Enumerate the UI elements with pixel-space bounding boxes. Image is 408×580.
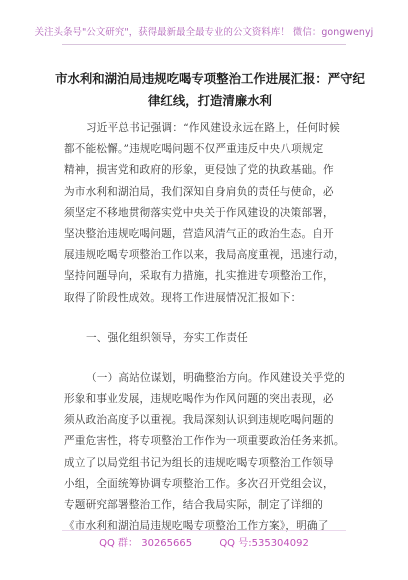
paragraph-line: 《市水利和湖泊局违规吃喝专项整治工作方案》，明确了 xyxy=(64,520,329,533)
paragraph-line: 形象和事业发展，违规吃喝作为作风问题的突出表现，必 xyxy=(64,393,334,406)
title-line-2: 律红线，打造清廉水利 xyxy=(148,93,272,108)
paragraph-line: 坚持问题导向，采取有力措施，扎实推进专项整治工作， xyxy=(64,270,334,283)
document-title xyxy=(54,68,366,112)
paragraph-line: 须从政治高度予以重视。我局深刻认识到违规吃喝问题的 xyxy=(64,414,334,427)
document-body xyxy=(64,118,360,537)
paragraph-line: 习近平总书记强调：“作风建设永远在路上，任何时候 xyxy=(86,122,340,134)
paragraph-line: 取得了阶段性成效。现将工作进展情况汇报如下： xyxy=(64,291,302,304)
section-1-paragraph xyxy=(64,368,360,538)
paragraph-line: 展违规吃喝专项整治工作以来，我局高度重视，迅速行动， xyxy=(64,249,345,262)
paragraph-line: 为市水利和湖泊局，我们深知自身肩负的责任与使命，必 xyxy=(64,185,334,198)
header-banner: 关注头条号"公文研究"，获得最新最全最专业的公文资料库！ 微信：gongwenyj xyxy=(34,27,374,38)
paragraph-line: 须坚定不移地贯彻落实党中央关于作风建设的决策部署， xyxy=(64,206,334,219)
paragraph-line: 专题研究部署整治工作，结合我局实际，制定了详细的 xyxy=(64,499,324,511)
footer-qq-number: QQ 号:535304092 xyxy=(219,538,309,549)
header-divider xyxy=(62,44,346,45)
paragraph-line: 小组，全面统筹协调专项整治工作。多次召开党组会议， xyxy=(64,477,334,490)
intro-paragraph xyxy=(64,118,360,309)
paragraph-line: 坚决整治违规吃喝问题，营造风清气正的政治生态。自开 xyxy=(64,227,334,240)
paragraph-line: 严重危害性，将专项整治工作作为一项重要政治任务来抓。 xyxy=(64,435,345,448)
paragraph-line: 精神，损害党和政府的形象，更侵蚀了党的执政基础。作 xyxy=(64,164,334,177)
paragraph-line: 都不能松懈。”违规吃喝问题不仅严重违反中央八项规定 xyxy=(64,143,324,156)
footer-divider xyxy=(62,530,346,531)
footer-contact xyxy=(0,534,408,549)
paragraph-line: （一）高站位谋划，明确整治方向。作风建设关乎党的 xyxy=(86,371,346,384)
title-line-1: 市水利和湖泊局违规吃喝专项整治工作进展汇报：严守纪 xyxy=(55,71,365,86)
section-heading: 一、强化组织领导，夯实工作责任 xyxy=(86,331,248,344)
paragraph-line: 成立了以局党组书记为组长的违规吃喝专项整治工作领导 xyxy=(64,456,334,469)
footer-qq-group: QQ 群： 30265665 xyxy=(99,538,193,549)
